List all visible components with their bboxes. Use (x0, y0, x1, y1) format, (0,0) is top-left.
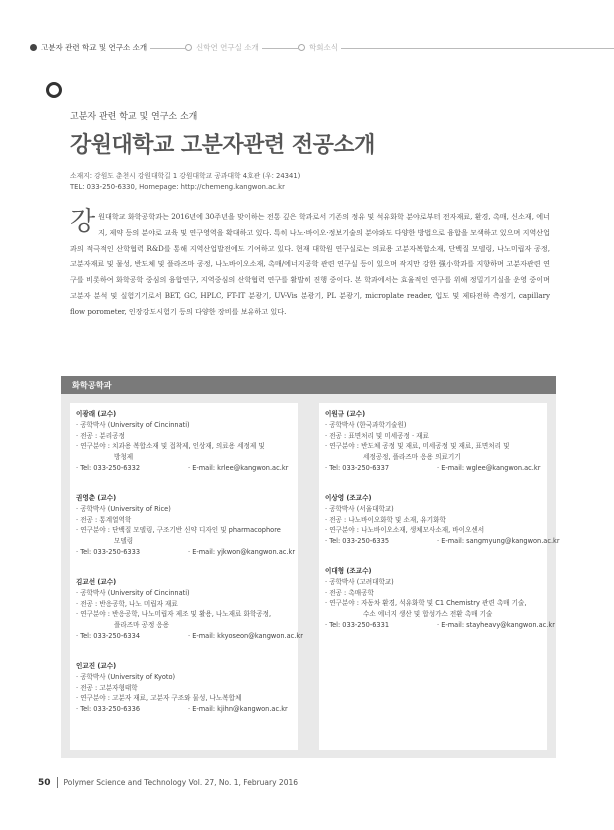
professor-field-cont: 모델링 (114, 537, 134, 546)
professor-name: 권영춘 (교수) (76, 494, 117, 502)
contact-info (70, 171, 300, 192)
professor-field-cont: 방청제 (114, 453, 134, 462)
professor-contact (76, 704, 288, 715)
department-heading: 화학공학과 (72, 380, 112, 390)
nav-item-label: 신학연 연구실 소개 (196, 43, 259, 52)
intro-paragraph (70, 209, 550, 320)
nav-item-label: 학회소식 (309, 43, 338, 52)
professor-major: · 전공 : 고분자형태학 (76, 683, 138, 692)
professor-email[interactable]: · E-mail: krlee@kangwon.ac.kr (188, 463, 289, 472)
professor-email[interactable]: · E-mail: stayheavy@kangwon.ac.kr (437, 620, 555, 629)
professor-tel: · Tel: 033-250-6337 (325, 463, 390, 472)
professor-entry (76, 577, 303, 642)
professor-name: 이상영 (조교수) (325, 494, 372, 502)
professor-degree: · 공학박사 (서울대학교) (325, 504, 394, 513)
professor-email[interactable]: · E-mail: kjihn@kangwon.ac.kr (188, 705, 288, 714)
professor-name: 이광래 (교수) (76, 410, 117, 418)
professor-entry (76, 661, 288, 715)
professor-email[interactable]: · E-mail: sangmyung@kangwon.ac.kr (437, 537, 560, 546)
professor-field-cont: 플라즈마 공정 응용 (114, 621, 170, 630)
professor-major: · 전공 : 반응공학, 나노 미립자 재료 (76, 599, 178, 608)
nav-bullet-icon (185, 44, 192, 51)
section-ring-icon (46, 82, 62, 98)
professor-major: · 전공 : 촉매공학 (325, 588, 374, 597)
professor-entry (325, 493, 560, 547)
professor-tel: · Tel: 033-250-6335 (325, 537, 390, 546)
intro-body: 원대학교 화학공학과는 2016년에 30주년을 맞이하는 전통 깊은 학과로서 기존의 정유 및 석유화학 분야로부터 전자재료, 환경, 촉매, 신소재, 에너지, 제약 등의 분야로 교육 및 연구영역을 확대하고 있다. 특히 나노·바이오·정보기술의 분야와도 다양한 방법으로 융합을 모색하고 있으며 지역산업과의 적극적인 산학협력 R&D를 통해 지역산업발전에도 기여하고 있다. 현재 대학원 연구실로는 의료용 고분자복합소재, 단백질 모델링, 나노미립자 공정, 고분자재료 및 물성, 반도체 및 플라즈마 공정, 나노바이오소재, 촉매/에너지공학 관련 연구실 등이 있으며 작지만 강한 强小학과를 지향하며 고분자관련 연구를 비롯하여 화학공학 중심의 융합연구, 지역중심의 산학협력 연구를 활발히 진행 중이다. 본 학과에서는 효율적인 연구를 위해 정밀기기실을 운영 중이며 고분자 분석 및 실험기기로서 BET, GC, HPLC, FT-IT 분광기, UV-Vis 분광기, PL 분광기, microplate reader, 입도 및 제타전하 측정기, capillary flow porometer, 인장강도시험기 등의 다양한 장비를 보유하고 있다. (70, 212, 550, 316)
professor-degree: · 공학박사 (University of Cincinnati) (76, 420, 190, 429)
professor-entry (325, 566, 555, 631)
professor-name: 이원규 (교수) (325, 410, 366, 418)
nav-bullet-icon (30, 44, 37, 51)
page-title: 강원대학교 고분자관련 전공소개 (70, 132, 375, 158)
professor-tel: · Tel: 033-250-6336 (76, 705, 141, 714)
professor-major: · 전공 : 분리공정 (76, 431, 125, 440)
professor-tel: · Tel: 033-250-6333 (76, 547, 141, 556)
professor-field: · 연구분야 : 자동차 환경, 석유화학 및 C1 Chemistry 관련 촉매 기술, (325, 599, 527, 608)
professor-field: · 연구분야 : 나노바이오소재, 생체모사소재, 바이오센서 (325, 526, 485, 535)
professor-name: 이대형 (조교수) (325, 567, 372, 575)
professor-contact (76, 463, 288, 474)
professor-degree: · 공학박사 (University of Rice) (76, 504, 171, 513)
professor-name: 인교진 (교수) (76, 662, 117, 670)
professor-entry (325, 409, 540, 474)
page-number: 50 (38, 777, 51, 788)
professor-major: · 전공 : 나노바이오화학 및 소재, 유기화학 (325, 515, 446, 524)
professor-name: 김교선 (교수) (76, 578, 117, 586)
professor-degree: · 공학박사 (University of Cincinnati) (76, 588, 190, 597)
address-line: 소재지: 강원도 춘천시 강원대학길 1 강원대학교 공과대학 4호관 (우: 24341) (70, 172, 301, 180)
professor-field: · 연구분야 : 반도체 공정 및 재료, 미세공정 및 재료, 표면처리 및 (325, 442, 510, 451)
nav-item-label: 고분자 관련 학교 및 연구소 소개 (41, 43, 148, 52)
professor-tel: · Tel: 033-250-6334 (76, 631, 141, 640)
professor-contact (325, 536, 560, 547)
professor-contact (325, 620, 555, 631)
nav-item-labs[interactable] (185, 42, 262, 53)
professor-degree: · 공학박사 (고려대학교) (325, 577, 394, 586)
professor-entry (76, 493, 295, 558)
faculty-panel (61, 376, 560, 758)
professor-email[interactable]: · E-mail: kkyoseon@kangwon.ac.kr (188, 631, 303, 640)
nav-bullet-icon (298, 44, 305, 51)
professor-email[interactable]: · E-mail: wglee@kangwon.ac.kr (437, 463, 541, 472)
professor-contact (76, 631, 303, 642)
professor-degree: · 공학박사 (한국과학기술원) (325, 420, 407, 429)
nav-item-schools[interactable] (30, 42, 150, 53)
professor-field-cont: 세정공정, 플라즈마 응용 의료기기 (363, 453, 461, 462)
professor-tel: · Tel: 033-250-6332 (76, 463, 141, 472)
professor-contact (76, 547, 295, 558)
page-footer (38, 777, 298, 788)
professor-tel: · Tel: 033-250-6331 (325, 620, 390, 629)
section-kicker: 고분자 관련 학교 및 연구소 소개 (70, 112, 198, 122)
nav-item-news[interactable] (298, 42, 341, 53)
panel-header (61, 376, 556, 394)
professor-contact (325, 463, 540, 474)
professor-field: · 연구분야 : 치과용 복합소재 및 접착제, 인상재, 의료용 세정제 및 (76, 442, 265, 451)
professor-degree: · 공학박사 (University of Kyoto) (76, 672, 176, 681)
tel-homepage-line: TEL: 033-250-6330, Homepage: http://chemeng.kangwon.ac.kr (70, 182, 285, 191)
drop-cap: 강 (70, 207, 96, 237)
section-nav (30, 40, 614, 58)
professor-major: · 전공 : 통계열역학 (76, 515, 132, 524)
professor-field-cont: 수소 에너지 생산 및 합성가스 전환 촉매 기술 (363, 610, 493, 619)
professor-field: · 연구분야 : 단백질 모델링, 구조기반 신약 디자인 및 pharmacophore (76, 526, 281, 535)
footer-divider (57, 777, 58, 788)
professor-email[interactable]: · E-mail: yjkwon@kangwon.ac.kr (188, 547, 296, 556)
professor-field: · 연구분야 : 고분자 재료, 고분자 구조와 물성, 나노복합체 (76, 694, 242, 703)
professor-major: · 전공 : 표면처리 및 미세공정 · 재료 (325, 431, 429, 440)
professor-field: · 연구분야 : 반응공학, 나노미립자 제조 및 활용, 나노재료 화학공정, (76, 610, 272, 619)
journal-citation: Polymer Science and Technology Vol. 27, No. 1, February 2016 (63, 778, 299, 787)
professor-entry (76, 409, 288, 474)
